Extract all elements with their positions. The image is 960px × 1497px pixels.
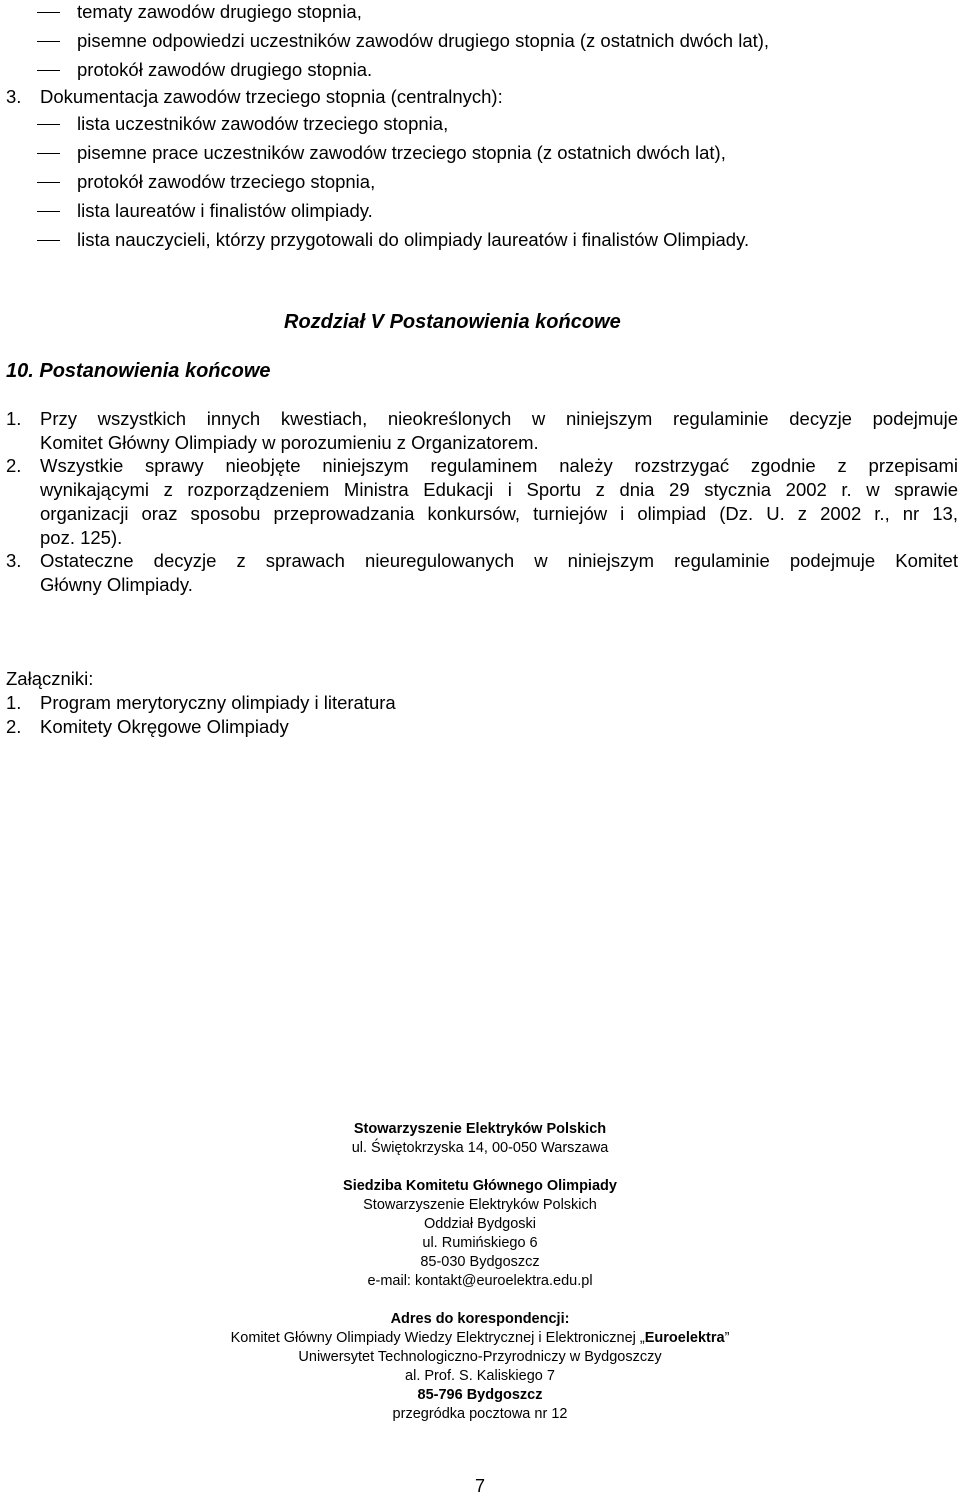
provision-line: wynikającymi z rozporządzeniem Ministra Edukacji i Sportu z dnia 29 stycznia 2002 r. w sprawie (40, 479, 958, 500)
footer-org (0, 1120, 960, 1158)
dash-bullet (37, 211, 60, 212)
list-item (37, 59, 372, 81)
provision-line: Komitet Główny Olimpiady w porozumieniu z Organizatorem. (40, 432, 539, 453)
provision-line: organizacji oraz sposobu przeprowadzania konkursów, turniejów i olimpiad (Dz. U. z 2002 r., nr 13, (40, 503, 958, 524)
chapter-title: Rozdział V Postanowienia końcowe (284, 311, 621, 333)
dash-bullet (37, 41, 60, 42)
provision-line: 2. Wszystkie sprawy nieobjęte niniejszym regulaminem należy rozstrzygać zgodnie z przepisami (6, 455, 958, 476)
corr-committee: Komitet Główny Olimpiady Wiedzy Elektrycznej i Elektronicznej „Euroelektra” (230, 1330, 730, 1346)
attachment-number: 2. (6, 716, 22, 737)
corr-line: Uniwersytet Technologiczno-Przyrodniczy w Bydgoszczy (298, 1349, 662, 1365)
section-title: 10. Postanowienia końcowe (6, 360, 271, 382)
dash-bullet (37, 182, 60, 183)
provision-number: 2. (6, 455, 22, 476)
section-heading (6, 359, 271, 383)
list-item-text: protokół zawodów trzeciego stopnia, (77, 171, 376, 192)
provision-line: 3. Ostateczne decyzje z sprawach nieuregulowanych w niniejszym regulaminie podejmuje Komitet (6, 550, 958, 571)
list-item-text: pisemne odpowiedzi uczestników zawodów drugiego stopnia (z ostatnich dwóch lat), (77, 30, 770, 51)
corr-line: al. Prof. S. Kaliskiego 7 (405, 1368, 555, 1384)
list-item (37, 1, 362, 23)
dash-bullet (37, 70, 60, 71)
attachment-item (6, 691, 396, 715)
list-item-text: protokół zawodów drugiego stopnia. (77, 59, 373, 80)
dash-bullet (37, 124, 60, 125)
item-text: Dokumentacja zawodów trzeciego stopnia (centralnych): (40, 86, 503, 107)
list-item (37, 30, 769, 52)
provision-line: Główny Olimpiady. (40, 574, 193, 595)
attachment-text: Program merytoryczny olimpiady i literatura (40, 692, 396, 713)
list-item-text: lista nauczycieli, którzy przygotowali do olimpiady laureatów i finalistów Olimpiady. (77, 229, 750, 250)
footer-correspondence (0, 1310, 960, 1424)
provision-line: 1. Przy wszystkich innych kwestiach, nieokreślonych w niniejszym regulaminie decyzje podejmuje (6, 408, 958, 429)
list-item (37, 171, 375, 193)
seat-line: 85-030 Bydgoszcz (420, 1254, 540, 1270)
attachment-text: Komitety Okręgowe Olimpiady (40, 716, 289, 737)
seat-title: Siedziba Komitetu Głównego Olimpiady (343, 1178, 617, 1194)
page-number: 7 (474, 1476, 485, 1496)
dash-bullet (37, 153, 60, 154)
org-name: Stowarzyszenie Elektryków Polskich (353, 1121, 607, 1137)
seat-line: Stowarzyszenie Elektryków Polskich (363, 1197, 597, 1213)
list-item-text: lista laureatów i finalistów olimpiady. (77, 200, 373, 221)
dash-bullet (37, 240, 60, 241)
seat-email: e-mail: kontakt@euroelektra.edu.pl (367, 1273, 593, 1289)
footer-seat (0, 1177, 960, 1291)
corr-box: przegródka pocztowa nr 12 (392, 1406, 568, 1422)
attachment-number: 1. (6, 692, 22, 713)
list-item (37, 200, 373, 222)
list-item-text: tematy zawodów drugiego stopnia, (77, 1, 362, 22)
provision-line: poz. 125). (40, 527, 123, 548)
corr-committee-name: Euroelektra (644, 1330, 725, 1346)
provision-number: 3. (6, 550, 22, 571)
corr-zip: 85-796 Bydgoszcz (417, 1387, 543, 1403)
org-address: ul. Świętokrzyska 14, 00-050 Warszawa (351, 1140, 609, 1156)
list-item (37, 142, 726, 164)
list-item-text: pisemne prace uczestników zawodów trzeciego stopnia (z ostatnich dwóch lat), (77, 142, 726, 163)
provision-number: 1. (6, 408, 22, 429)
provision-2 (6, 454, 958, 550)
provision-3 (6, 549, 958, 597)
provision-1 (6, 407, 958, 455)
corr-title: Adres do korespondencji: (390, 1311, 570, 1327)
list-item-text: lista uczestników zawodów trzeciego stopnia, (77, 113, 449, 134)
attachments-label: Załączniki: (6, 668, 94, 689)
seat-line: ul. Rumińskiego 6 (422, 1235, 538, 1251)
item-number: 3. (6, 86, 22, 107)
numbered-item (6, 86, 503, 108)
list-item (37, 113, 448, 135)
dash-bullet (37, 12, 60, 13)
list-item (37, 229, 749, 251)
attachment-item (6, 715, 289, 739)
seat-line: Oddział Bydgoski (423, 1216, 537, 1232)
